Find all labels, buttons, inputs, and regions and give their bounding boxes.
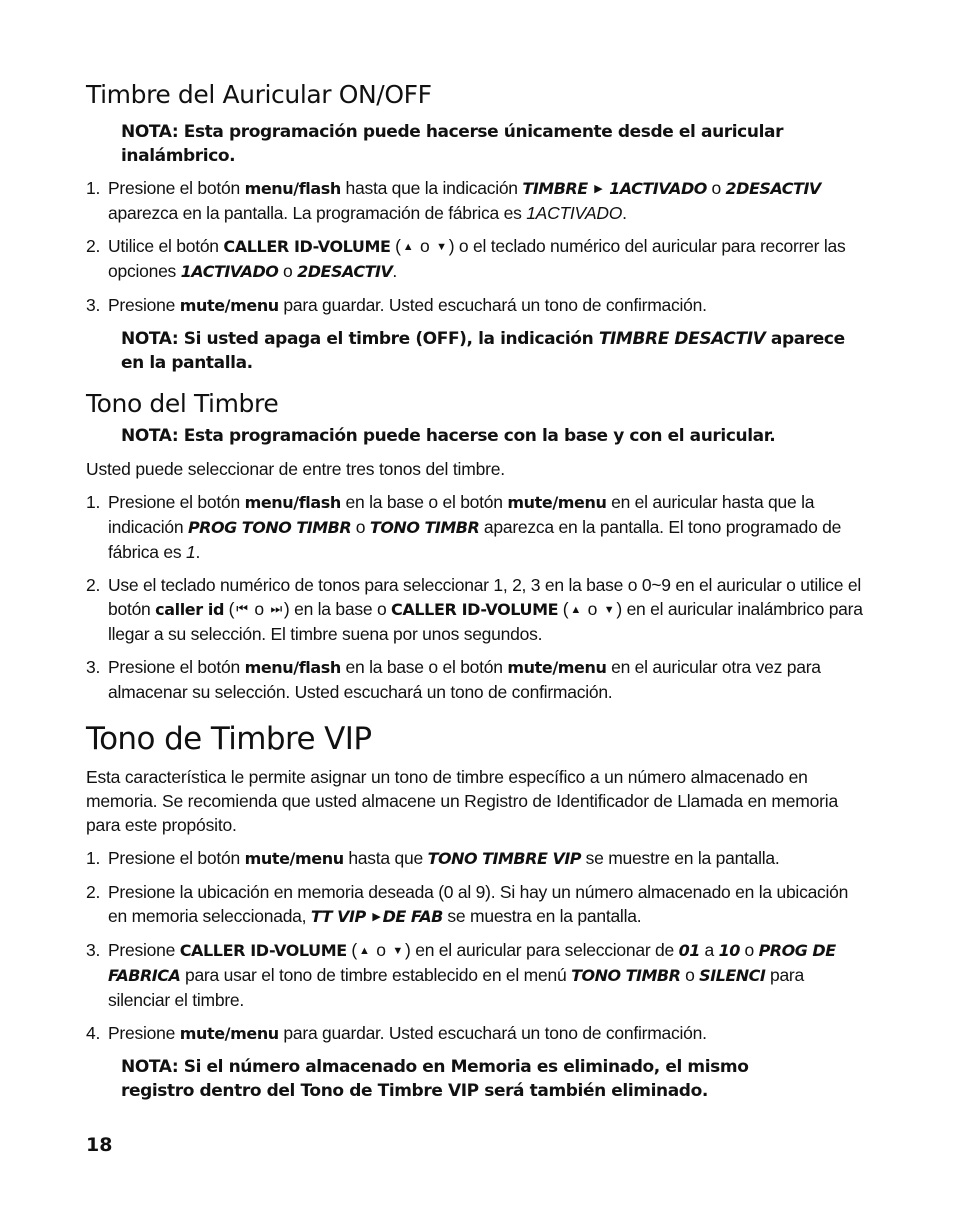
list-item: 1. Presione el botón menu/flash hasta que la indicación TIMBRE ▶ 1ACTIVADO o 2DESACTIV aparezca en la pantalla. La programación de fábrica es 1ACTIVADO. [86,178,821,223]
list-item: 1. Presione el botón menu/flash en la base o el botón mute/menu en el auricular hasta que la indicación PROG TONO TIMBR o TONO TIMBR aparezca en la pantalla. El tono programado de fábrica es 1. [86,492,842,562]
section-title-timbre-auricular: Timbre del Auricular ON/OFF [86,80,432,109]
list-item: 2. Utilice el botón CALLER ID-VOLUME ( ▲ o ▼ ) o el teclado numérico del auricular para recorrer las opciones 1ACTIVADO o 2DESACTIV. [86,236,846,281]
manual-page [86,80,866,1103]
arrow-right-icon: ▶ [594,183,603,195]
list-item: 3. Presione CALLER ID-VOLUME ( ▲ o ▼ ) en el auricular para seleccionar de 01 a 10 o PROG DE FABRICA para usar el tono de timbre establecido en el menú TONO TIMBR o SILENCI para silenciar el timbre. [86,940,836,1010]
list-item: 3. Presione mute/menu para guardar. Usted escuchará un tono de confirmación. [86,295,707,315]
skip-back-icon: ⏮ [236,601,248,616]
arrow-up-icon: ▲ [402,241,414,253]
note-base-and-handset: NOTA: Esta programación puede hacerse con la base y con el auricular. [121,426,776,446]
note-timbre-off: NOTA: Si usted apaga el timbre (OFF), la indicación TIMBRE DESACTIV aparece en la pantalla. [121,329,845,373]
intro-tono-vip: Esta característica le permite asignar un tono de timbre específico a un número almacenado en memoria. Se recomienda que usted almacene un Registro de Identificador de Llamada en memoria para este propósito. [86,767,839,835]
skip-forward-icon: ⏭ [270,601,282,616]
note-auricular-only: NOTA: Esta programación puede hacerse únicamente desde el auricular inalámbrico. [121,122,784,166]
section-title-tono-timbre: Tono del Timbre [86,389,279,418]
arrow-right-icon: ▶ [372,911,381,923]
list-item: 3. Presione el botón menu/flash en la base o el botón mute/menu en el auricular otra vez para almacenar su selección. Usted escuchará un tono de confirmación. [86,657,821,702]
section-title-tono-vip: Tono de Timbre VIP [86,721,372,757]
page-number: 18 [86,1134,113,1156]
arrow-down-icon: ▼ [436,241,447,253]
arrow-down-icon: ▼ [392,945,404,957]
note-memory-deleted: NOTA: Si el número almacenado en Memoria es eliminado, el mismo registro dentro del Tono de Timbre VIP será también eliminado. [121,1057,749,1101]
arrow-down-icon: ▼ [603,604,615,616]
list-item: 4. Presione mute/menu para guardar. Usted escuchará un tono de confirmación. [86,1023,707,1043]
steps-tono-timbre [86,490,866,704]
list-item: 2. Use el teclado numérico de tonos para seleccionar 1, 2, 3 en la base o 0~9 en el auricular o utilice el botón caller id ( ⏮ o ⏭ ) en la base o CALLER ID-VOLUME ( ▲ o ▼ ) en el auricular inalámbrico para llegar a su selección. El timbre suena por unos segundos. [86,575,863,644]
arrow-up-icon: ▲ [359,945,370,957]
list-item: 2. Presione la ubicación en memoria deseada (0 al 9). Si hay un número almacenado en la ubicación en memoria seleccionada, TT VIP ▶ DE FAB se muestra en la pantalla. [86,880,866,929]
steps-tono-vip [86,846,866,1046]
intro-tono-timbre: Usted puede seleccionar de entre tres tonos del timbre. [86,459,505,479]
steps-timbre-auricular [86,176,866,318]
arrow-up-icon: ▲ [570,604,582,616]
list-item: 1. Presione el botón mute/menu hasta que TONO TIMBRE VIP se muestre en la pantalla. [86,848,780,868]
